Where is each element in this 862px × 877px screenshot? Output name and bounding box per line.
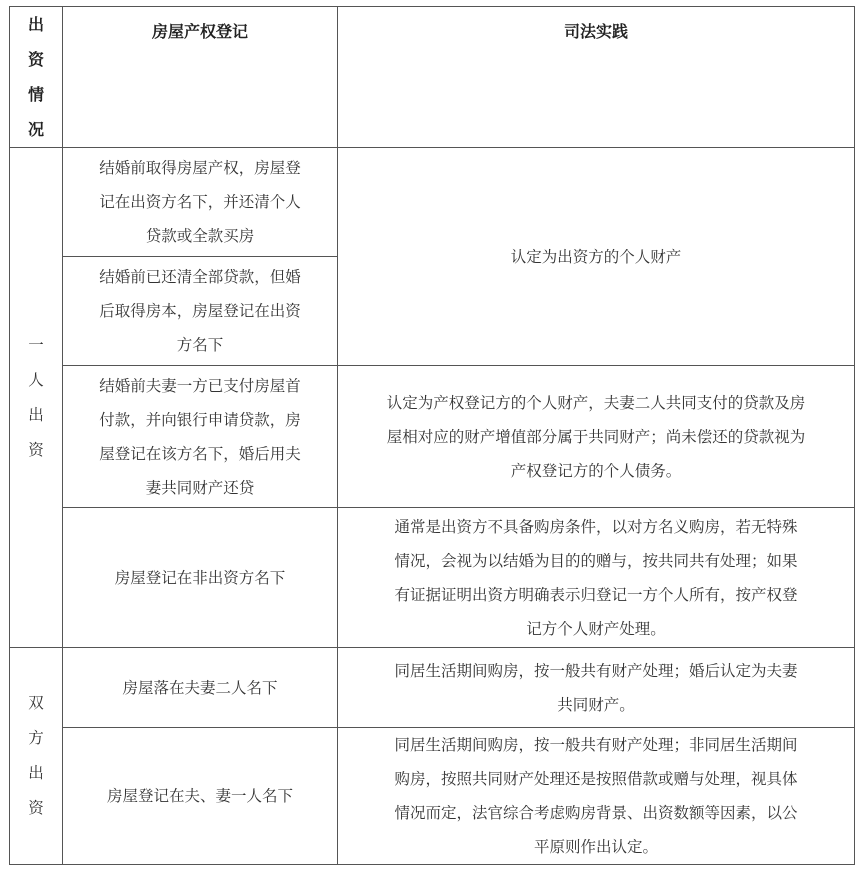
registration-cell: 结婚前已还清全部贷款，但婚 后取得房本，房屋登记在出资 方名下 — [63, 257, 338, 366]
table-row — [10, 728, 855, 865]
header-property-registration: 房屋产权登记 — [63, 7, 338, 148]
registration-cell: 房屋落在夫妻二人名下 — [63, 648, 338, 728]
group-label-one-party: 一 人 出 资 — [10, 148, 63, 648]
practice-cell: 通常是出资方不具备购房条件，以对方名义购房，若无特殊 情况，会视为以结婚为目的的赠与，按共同共有处理；如果 有证据证明出资方明确表示归登记一方个人所有，按产权登 记方个人财产处理。 — [338, 508, 855, 648]
practice-cell: 同居生活期间购房，按一般共有财产处理；非同居生活期间 购房，按照共同财产处理还是按照借款或赠与处理，视具体 情况而定，法官综合考虑购房背景、出资数额等因素，以公 平原则作出认定。 — [338, 728, 855, 865]
practice-cell: 同居生活期间购房，按一般共有财产处理；婚后认定为夫妻 共同财产。 — [338, 648, 855, 728]
table-row — [10, 366, 855, 508]
practice-cell: 认定为出资方的个人财产 — [338, 148, 855, 366]
property-table — [9, 6, 855, 865]
table-row — [10, 148, 855, 257]
group-label-both-parties: 双 方 出 资 — [10, 648, 63, 865]
registration-cell: 房屋登记在夫、妻一人名下 — [63, 728, 338, 865]
registration-cell: 房屋登记在非出资方名下 — [63, 508, 338, 648]
practice-cell: 认定为产权登记方的个人财产，夫妻二人共同支付的贷款及房 屋相对应的财产增值部分属于共同财产；尚未偿还的贷款视为 产权登记方的个人债务。 — [338, 366, 855, 508]
header-judicial-practice: 司法实践 — [338, 7, 855, 148]
header-row — [10, 7, 855, 148]
header-funding-situation: 出 资 情 况 — [10, 7, 63, 148]
registration-cell: 结婚前夫妻一方已支付房屋首 付款，并向银行申请贷款，房 屋登记在该方名下，婚后用夫 妻共同财产还贷 — [63, 366, 338, 508]
registration-cell: 结婚前取得房屋产权，房屋登 记在出资方名下，并还清个人 贷款或全款买房 — [63, 148, 338, 257]
table-row — [10, 648, 855, 728]
table-row — [10, 508, 855, 648]
